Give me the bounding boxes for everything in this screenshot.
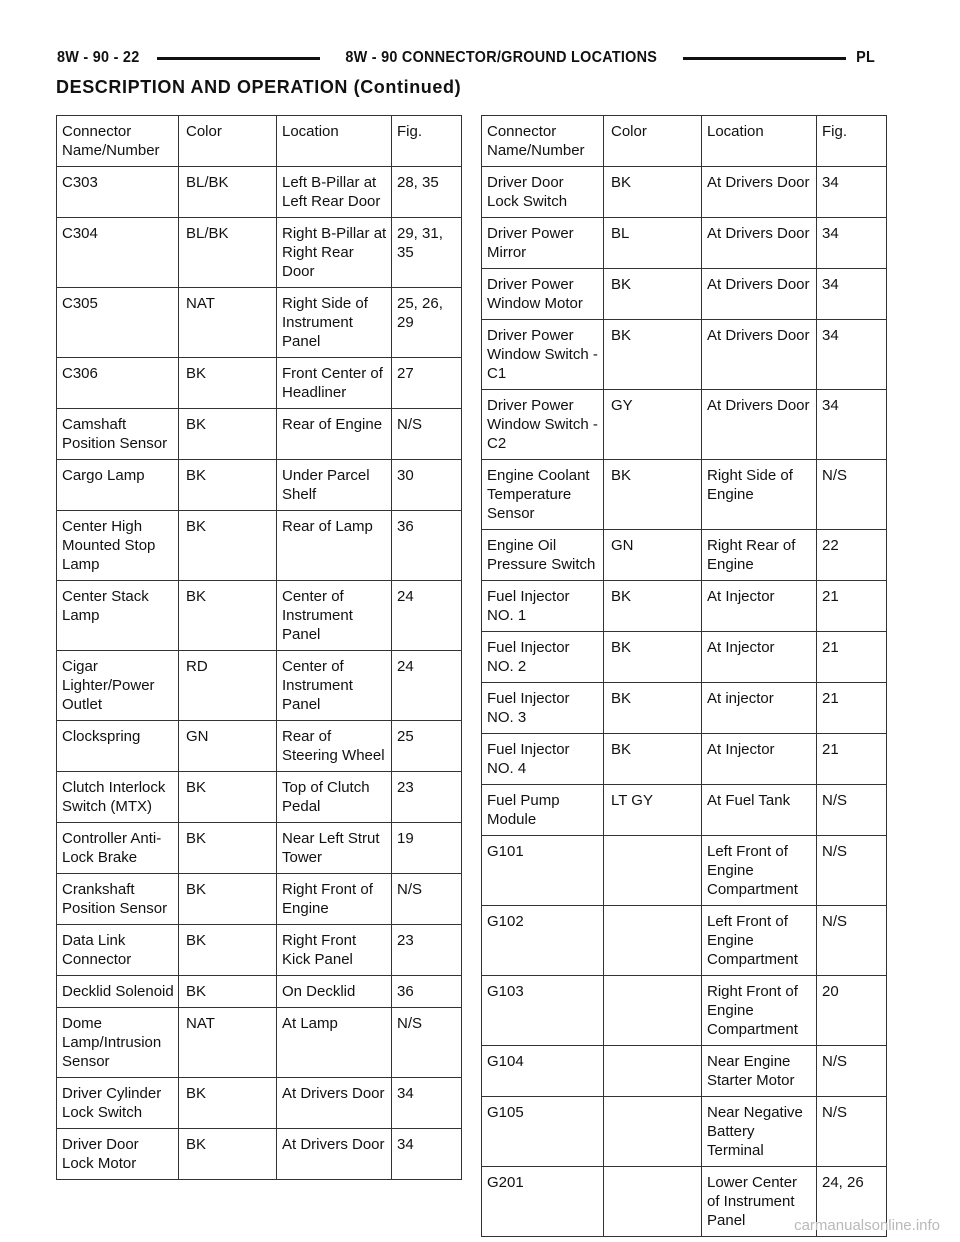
page-title: DESCRIPTION AND OPERATION (Continued) xyxy=(56,77,462,97)
cell-name: Fuel Injector NO. 1 xyxy=(482,581,604,632)
cell-color: BL xyxy=(604,218,702,269)
cell-color xyxy=(604,906,702,976)
table-row xyxy=(57,772,462,823)
cell-color: BK xyxy=(179,511,277,581)
column-header: Location xyxy=(277,116,392,167)
cell-color: BK xyxy=(604,683,702,734)
cell-name: Fuel Injector NO. 4 xyxy=(482,734,604,785)
cell-fig: 25, 26, 29 xyxy=(392,288,462,358)
column-header: Fig. xyxy=(392,116,462,167)
cell-name: G101 xyxy=(482,836,604,906)
page-header xyxy=(57,46,875,70)
cell-color: BL/BK xyxy=(179,218,277,288)
cell-name: C305 xyxy=(57,288,179,358)
column-header: Connector Name/Number xyxy=(57,116,179,167)
cell-location: At Drivers Door xyxy=(277,1078,392,1129)
cell-fig: 34 xyxy=(392,1129,462,1180)
cell-location: At Fuel Tank xyxy=(702,785,817,836)
cell-location: At Drivers Door xyxy=(702,218,817,269)
cell-fig: N/S xyxy=(392,1008,462,1078)
cell-fig: 25 xyxy=(392,721,462,772)
cell-color: BK xyxy=(179,460,277,511)
cell-color: NAT xyxy=(179,288,277,358)
table-row xyxy=(57,409,462,460)
table-row xyxy=(482,632,887,683)
cell-location: At Lamp xyxy=(277,1008,392,1078)
cell-fig: N/S xyxy=(817,785,887,836)
cell-fig: 34 xyxy=(817,320,887,390)
connector-table-left xyxy=(56,115,462,1180)
cell-name: Data Link Connector xyxy=(57,925,179,976)
cell-color: BK xyxy=(604,460,702,530)
table-row xyxy=(482,683,887,734)
cell-fig: N/S xyxy=(817,906,887,976)
table-row xyxy=(57,651,462,721)
cell-location: Center of Instrument Panel xyxy=(277,581,392,651)
cell-color xyxy=(604,1097,702,1167)
cell-color: BK xyxy=(179,772,277,823)
cell-name: Engine Coolant Temperature Sensor xyxy=(482,460,604,530)
cell-fig: 24 xyxy=(392,581,462,651)
cell-location: Near Left Strut Tower xyxy=(277,823,392,874)
cell-location: Right Side of Engine xyxy=(702,460,817,530)
cell-fig: 28, 35 xyxy=(392,167,462,218)
cell-color: BK xyxy=(179,409,277,460)
cell-location: At injector xyxy=(702,683,817,734)
cell-name: G201 xyxy=(482,1167,604,1237)
cell-location: Right B-Pillar at Right Rear Door xyxy=(277,218,392,288)
table-row xyxy=(482,530,887,581)
cell-color xyxy=(604,1046,702,1097)
cell-color: GY xyxy=(604,390,702,460)
cell-name: Driver Door Lock Switch xyxy=(482,167,604,218)
table-row xyxy=(57,976,462,1008)
cell-name: Clockspring xyxy=(57,721,179,772)
cell-name: Controller Anti-Lock Brake xyxy=(57,823,179,874)
cell-name: G103 xyxy=(482,976,604,1046)
cell-name: Fuel Injector NO. 2 xyxy=(482,632,604,683)
cell-location: At Drivers Door xyxy=(702,320,817,390)
cell-name: Driver Power Window Motor xyxy=(482,269,604,320)
cell-name: Driver Power Window Switch - C1 xyxy=(482,320,604,390)
cell-location: Right Rear of Engine xyxy=(702,530,817,581)
cell-color: BK xyxy=(179,1078,277,1129)
cell-fig: 23 xyxy=(392,925,462,976)
cell-location: Rear of Lamp xyxy=(277,511,392,581)
cell-fig: 34 xyxy=(817,390,887,460)
cell-location: Front Center of Headliner xyxy=(277,358,392,409)
cell-fig: 34 xyxy=(817,269,887,320)
table-row xyxy=(57,358,462,409)
cell-color: BK xyxy=(179,874,277,925)
cell-fig: N/S xyxy=(817,460,887,530)
cell-color: BK xyxy=(604,734,702,785)
cell-location: At Drivers Door xyxy=(702,269,817,320)
watermark: carmanualsonline.info xyxy=(794,1217,940,1234)
table-row xyxy=(57,581,462,651)
cell-fig: 21 xyxy=(817,632,887,683)
cell-location: At Injector xyxy=(702,734,817,785)
cell-location: Under Parcel Shelf xyxy=(277,460,392,511)
cell-fig: 21 xyxy=(817,683,887,734)
cell-fig: 30 xyxy=(392,460,462,511)
table-row xyxy=(57,925,462,976)
cell-location: Center of Instrument Panel xyxy=(277,651,392,721)
cell-color: BL/BK xyxy=(179,167,277,218)
cell-color: NAT xyxy=(179,1008,277,1078)
cell-name: Cargo Lamp xyxy=(57,460,179,511)
cell-location: Top of Clutch Pedal xyxy=(277,772,392,823)
cell-color: LT GY xyxy=(604,785,702,836)
model-code: PL xyxy=(856,49,876,66)
table-row xyxy=(57,460,462,511)
cell-location: On Decklid xyxy=(277,976,392,1008)
table-row xyxy=(482,218,887,269)
cell-fig: N/S xyxy=(392,409,462,460)
cell-fig: 21 xyxy=(817,734,887,785)
column-header: Fig. xyxy=(817,116,887,167)
cell-name: Cigar Lighter/Power Outlet xyxy=(57,651,179,721)
column-header: Connector Name/Number xyxy=(482,116,604,167)
cell-location: Left Front of Engine Compartment xyxy=(702,906,817,976)
cell-name: Driver Cylinder Lock Switch xyxy=(57,1078,179,1129)
cell-location: Near Negative Battery Terminal xyxy=(702,1097,817,1167)
table-row xyxy=(57,721,462,772)
cell-name: C304 xyxy=(57,218,179,288)
cell-location: Right Front of Engine Compartment xyxy=(702,976,817,1046)
table-row xyxy=(482,1097,887,1167)
cell-name: C303 xyxy=(57,167,179,218)
cell-fig: N/S xyxy=(392,874,462,925)
cell-name: Dome Lamp/Intrusion Sensor xyxy=(57,1008,179,1078)
header-rule-left xyxy=(157,57,320,60)
cell-fig: 20 xyxy=(817,976,887,1046)
cell-name: Camshaft Position Sensor xyxy=(57,409,179,460)
cell-location: Rear of Engine xyxy=(277,409,392,460)
cell-fig: 21 xyxy=(817,581,887,632)
cell-location: At Injector xyxy=(702,632,817,683)
table-row xyxy=(482,320,887,390)
cell-name: Center High Mounted Stop Lamp xyxy=(57,511,179,581)
cell-fig: 36 xyxy=(392,976,462,1008)
cell-color: BK xyxy=(179,823,277,874)
cell-fig: 22 xyxy=(817,530,887,581)
cell-fig: 24, 26 xyxy=(817,1167,887,1237)
table-row xyxy=(482,734,887,785)
table-row xyxy=(482,581,887,632)
cell-color: BK xyxy=(604,581,702,632)
cell-color: BK xyxy=(604,167,702,218)
cell-fig: N/S xyxy=(817,1097,887,1167)
table-row xyxy=(482,836,887,906)
cell-fig: 34 xyxy=(817,218,887,269)
cell-fig: 23 xyxy=(392,772,462,823)
cell-color: BK xyxy=(604,632,702,683)
cell-fig: 36 xyxy=(392,511,462,581)
cell-name: Driver Power Mirror xyxy=(482,218,604,269)
table-header-row xyxy=(482,116,887,167)
cell-color: BK xyxy=(179,581,277,651)
cell-fig: N/S xyxy=(817,1046,887,1097)
cell-color: GN xyxy=(179,721,277,772)
cell-fig: 27 xyxy=(392,358,462,409)
cell-location: Near Engine Starter Motor xyxy=(702,1046,817,1097)
table-row xyxy=(57,1129,462,1180)
cell-color: BK xyxy=(179,925,277,976)
cell-name: Driver Power Window Switch - C2 xyxy=(482,390,604,460)
table-row xyxy=(482,460,887,530)
column-header: Location xyxy=(702,116,817,167)
table-row xyxy=(482,906,887,976)
cell-name: Driver Door Lock Motor xyxy=(57,1129,179,1180)
cell-name: Fuel Pump Module xyxy=(482,785,604,836)
cell-name: G102 xyxy=(482,906,604,976)
cell-location: At Drivers Door xyxy=(702,167,817,218)
table-row xyxy=(482,167,887,218)
cell-location: Left Front of Engine Compartment xyxy=(702,836,817,906)
table-row xyxy=(57,167,462,218)
cell-name: Decklid Solenoid xyxy=(57,976,179,1008)
table-row xyxy=(482,785,887,836)
page-number: 8W - 90 - 22 xyxy=(57,49,140,66)
table-row xyxy=(57,1078,462,1129)
table-header-row xyxy=(57,116,462,167)
cell-color: BK xyxy=(604,320,702,390)
table-row xyxy=(482,269,887,320)
cell-color: BK xyxy=(179,976,277,1008)
table-row xyxy=(57,218,462,288)
table-row xyxy=(57,823,462,874)
cell-name: C306 xyxy=(57,358,179,409)
cell-color: GN xyxy=(604,530,702,581)
table-row xyxy=(57,1008,462,1078)
cell-location: Lower Center of Instrument Panel xyxy=(702,1167,817,1237)
cell-name: Fuel Injector NO. 3 xyxy=(482,683,604,734)
connector-table-right xyxy=(481,115,887,1237)
cell-location: Rear of Steering Wheel xyxy=(277,721,392,772)
table-row xyxy=(482,390,887,460)
cell-fig: 29, 31, 35 xyxy=(392,218,462,288)
cell-color xyxy=(604,976,702,1046)
cell-location: Left B-Pillar at Left Rear Door xyxy=(277,167,392,218)
cell-fig: N/S xyxy=(817,836,887,906)
cell-location: At Drivers Door xyxy=(702,390,817,460)
header-rule-right xyxy=(683,57,846,60)
cell-fig: 34 xyxy=(392,1078,462,1129)
table-row xyxy=(57,874,462,925)
cell-location: At Drivers Door xyxy=(277,1129,392,1180)
cell-location: At Injector xyxy=(702,581,817,632)
cell-color: RD xyxy=(179,651,277,721)
cell-fig: 34 xyxy=(817,167,887,218)
cell-name: G105 xyxy=(482,1097,604,1167)
table-row xyxy=(57,511,462,581)
cell-color xyxy=(604,1167,702,1237)
cell-color: BK xyxy=(179,1129,277,1180)
cell-color xyxy=(604,836,702,906)
cell-color: BK xyxy=(179,358,277,409)
table-row xyxy=(482,1046,887,1097)
cell-location: Right Front of Engine xyxy=(277,874,392,925)
cell-location: Right Side of Instrument Panel xyxy=(277,288,392,358)
table-row xyxy=(482,976,887,1046)
cell-name: Crankshaft Position Sensor xyxy=(57,874,179,925)
cell-fig: 24 xyxy=(392,651,462,721)
cell-color: BK xyxy=(604,269,702,320)
cell-name: G104 xyxy=(482,1046,604,1097)
table-row xyxy=(57,288,462,358)
cell-name: Clutch Interlock Switch (MTX) xyxy=(57,772,179,823)
cell-name: Center Stack Lamp xyxy=(57,581,179,651)
cell-fig: 19 xyxy=(392,823,462,874)
cell-location: Right Front Kick Panel xyxy=(277,925,392,976)
section-heading: 8W - 90 CONNECTOR/GROUND LOCATIONS xyxy=(345,49,658,66)
cell-name: Engine Oil Pressure Switch xyxy=(482,530,604,581)
column-header: Color xyxy=(179,116,277,167)
column-header: Color xyxy=(604,116,702,167)
